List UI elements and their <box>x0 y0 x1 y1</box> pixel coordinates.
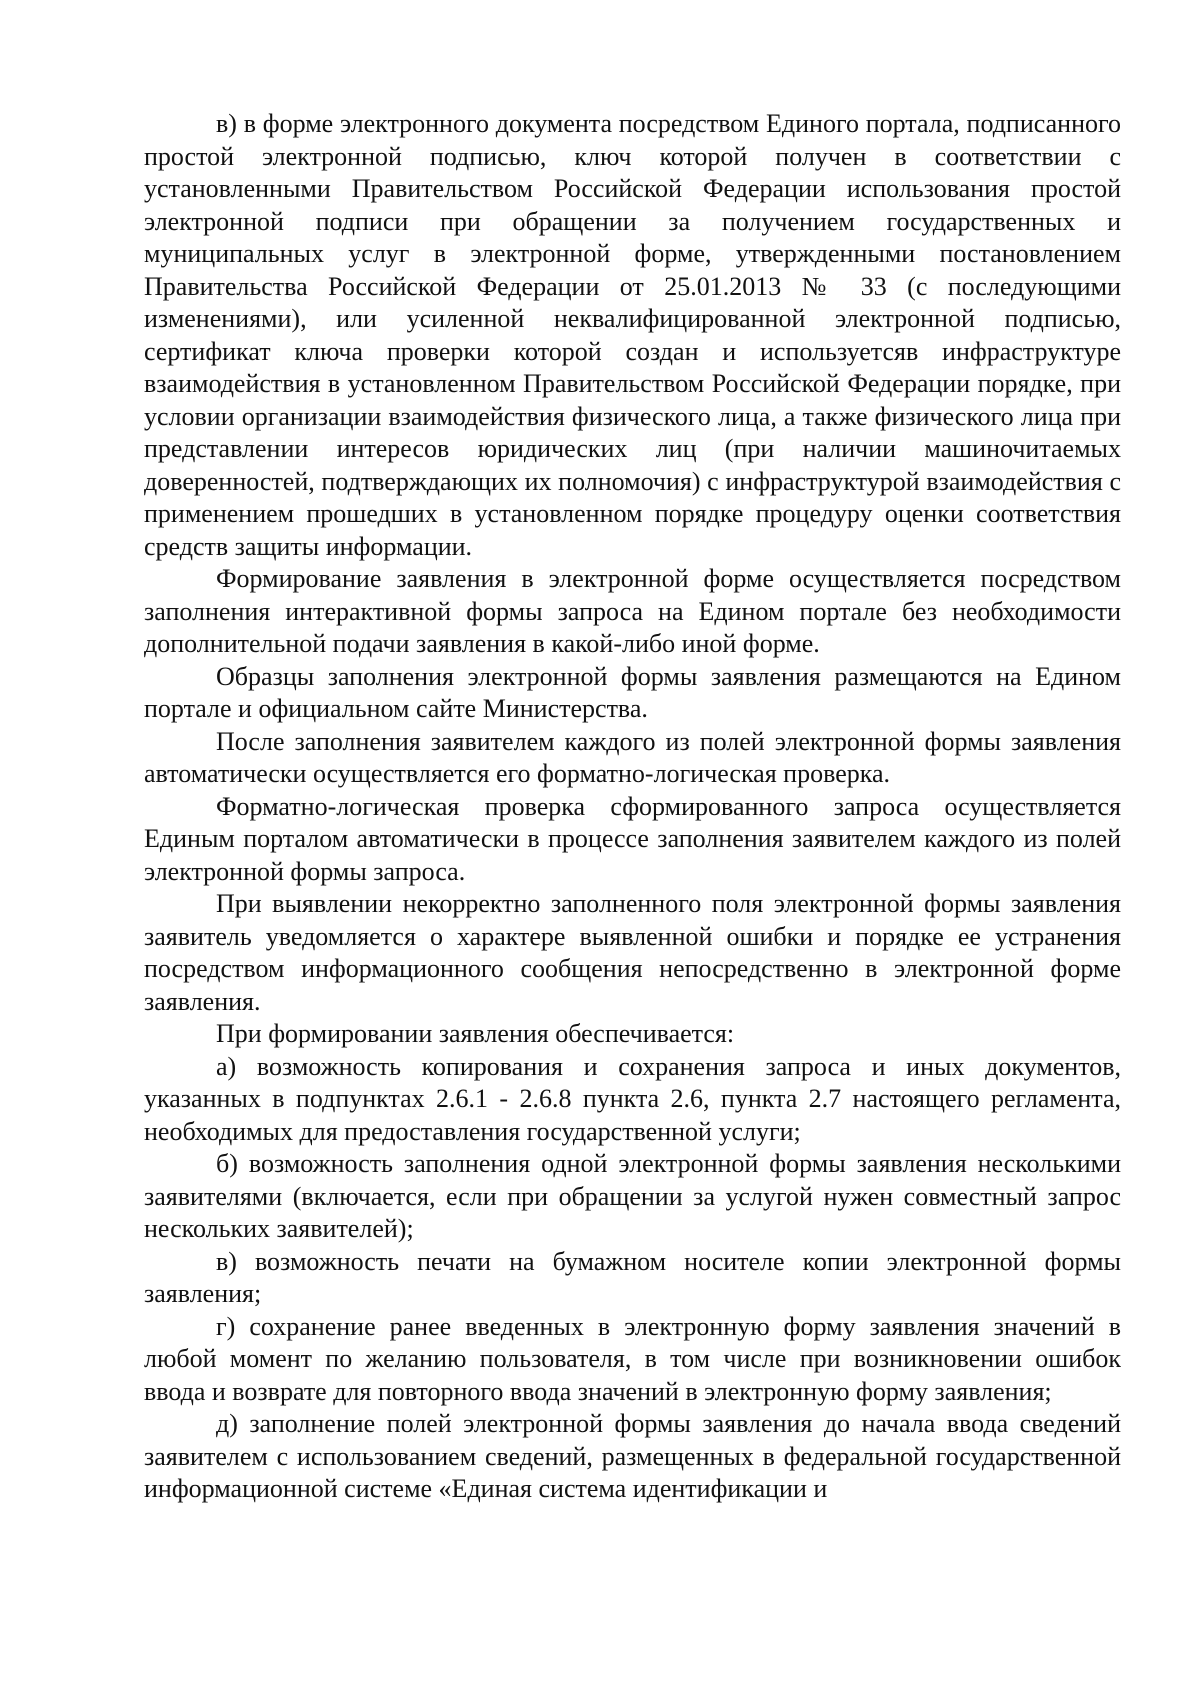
paragraph-provided-list-intro: При формировании заявления обеспечивается: <box>216 1019 735 1048</box>
paragraph-form-creation: Формирование заявления в электронной форме осуществляется посредством заполнения интерактивной формы запроса на Едином портале без необходимости дополнительной подачи заявления в какой-либо иной форме. <box>144 564 1121 658</box>
paragraph-item-v-print: в) возможность печати на бумажном носителе копии электронной формы заявления; <box>144 1246 1121 1308</box>
document-page <box>144 108 1121 1628</box>
paragraph-item-b-multiple-applicants: б) возможность заполнения одной электронной формы заявления несколькими заявителями (включается, если при обращении за услугой нужен совместный запрос нескольких заявителей); <box>144 1149 1121 1243</box>
paragraph-item-g-save-values: г) сохранение ранее введенных в электронную форму заявления значений в любой момент по желанию пользователя, в том числе при возникновении ошибок ввода и возврате для повторного ввода значений в электронную форму заявления; <box>144 1311 1121 1406</box>
paragraph-incorrect-field: При выявлении некорректно заполненного поля электронной формы заявления заявитель уведомляется о характере выявленной ошибки и порядке ее устранения посредством информационного сообщения непосредственно в электронной форме заявления. <box>144 889 1121 1016</box>
paragraph-format-logic-check: Форматно-логическая проверка сформированного запроса осуществляется Единым порталом автоматически в процессе заполнения заявителем каждого из полей электронной формы запроса. <box>144 791 1121 886</box>
paragraph-after-filling: После заполнения заявителем каждого из полей электронной формы заявления автоматически осуществляется его форматно-логическая проверка. <box>144 726 1121 788</box>
paragraph-form-samples: Образцы заполнения электронной формы заявления размещаются на Едином портале и официальном сайте Министерства. <box>144 661 1121 723</box>
paragraph-item-d-prefill: д) заполнение полей электронной формы заявления до начала ввода сведений заявителем с использованием сведений, размещенных в федеральной государственной информационной системе «Единая система идентификации и <box>144 1409 1121 1503</box>
paragraph-item-a-copy-save: а) возможность копирования и сохранения запроса и иных документов, указанных в подпунктах 2.6.1 - 2.6.8 пункта 2.6, пункта 2.7 настоящего регламента, необходимых для предоставления государственной услуги; <box>144 1051 1121 1146</box>
paragraph-item-v-electronic-document: в) в форме электронного документа посредством Единого портала, подписанного простой электронной подписью, ключ которой получен в соответствии с установленными Правительством Российской Федерации использования простой электронной подписи при обращении за получением государственных и муниципальных услуг в электронной форме, утвержденными постановлением Правительства Российской Федерации от 25.01.2013 № 33 (с последующими изменениями), или усиленной неквалифицированной электронной подписью, сертификат ключа проверки которой создан и используетсяв инфраструктуре взаимодействия в установленном Правительством Российской Федерации порядке, при условии организации взаимодействия физического лица, а также физического лица при представлении интересов юридических лиц (при наличии машиночитаемых доверенностей, подтверждающих их полномочия) с инфраструктурой взаимодействия с применением прошедших в установленном порядке процедуру оценки соответствия средств защиты информации. <box>144 109 1121 561</box>
